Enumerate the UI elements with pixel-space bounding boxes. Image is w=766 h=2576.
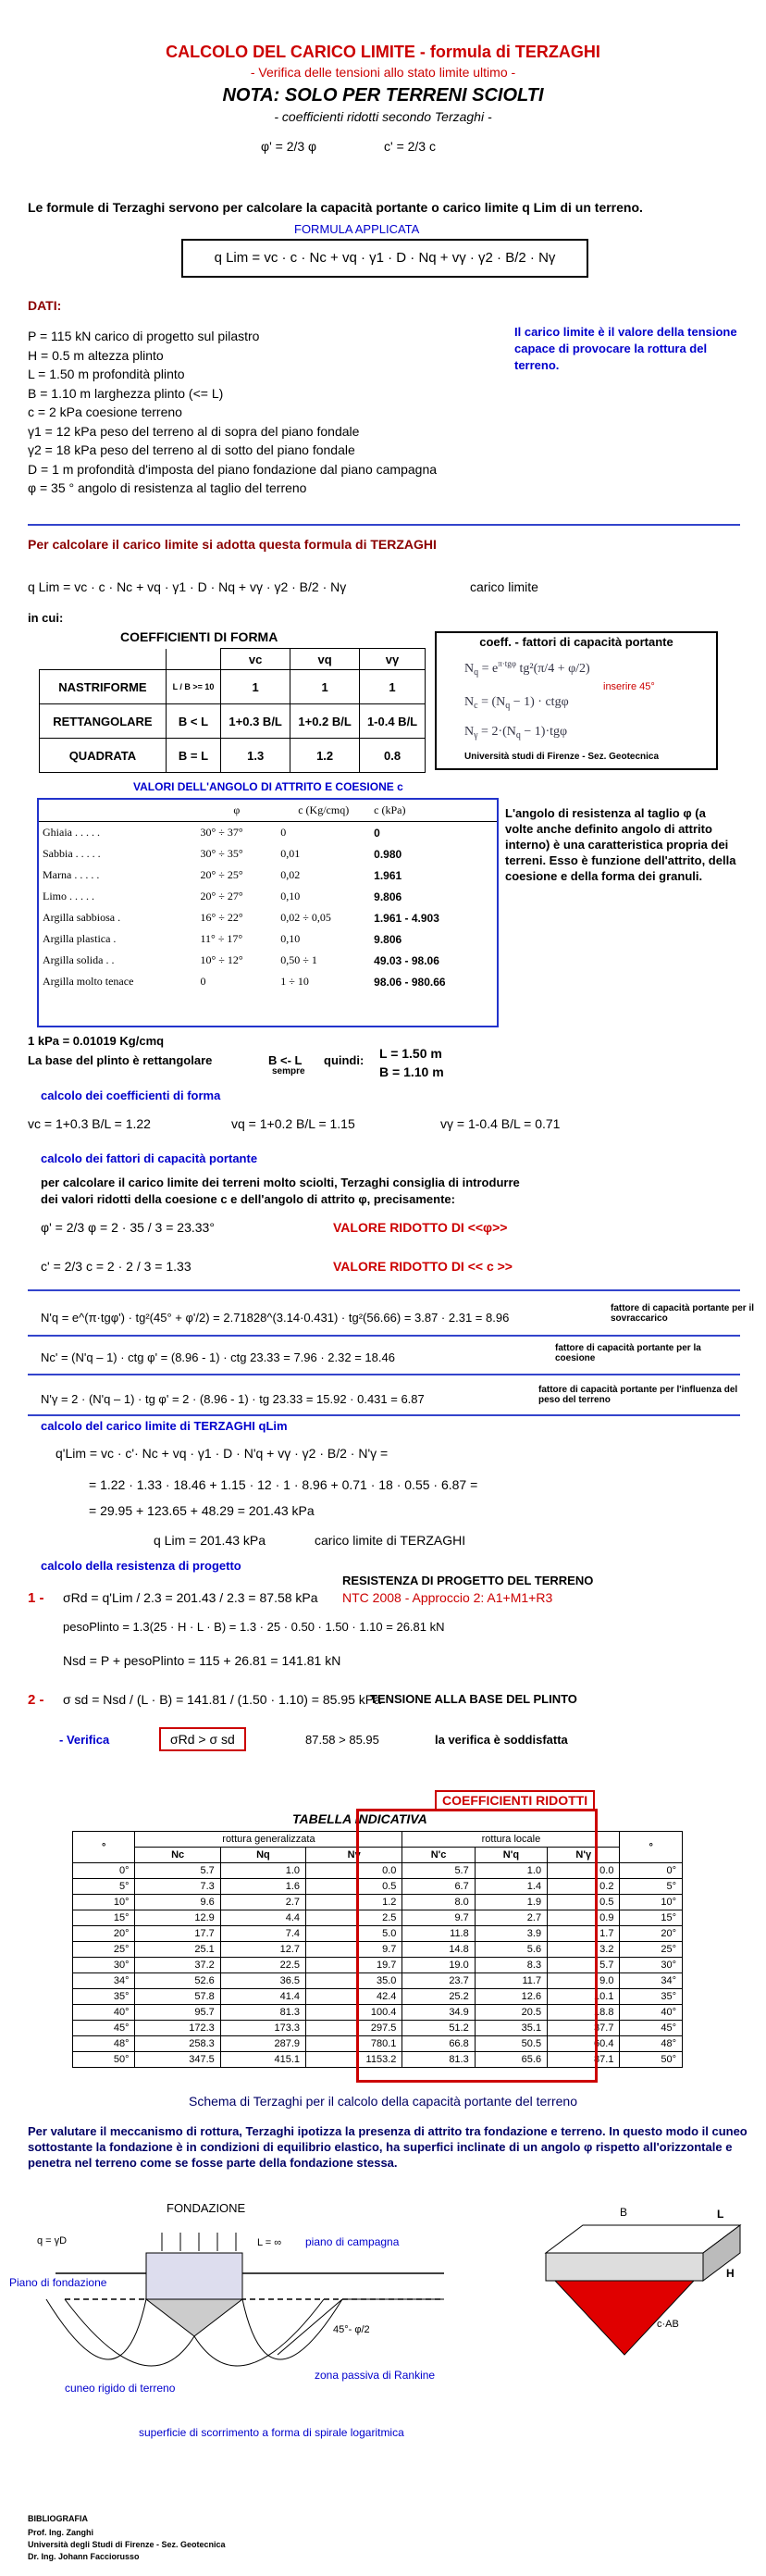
ng-formula: N'γ = 2 · (N'q – 1) · tg φ' = 2 · (8.96 - 1) · tg 23.33 = 15.92 · 0.431 = 6.87: [41, 1392, 425, 1406]
phi-reduced: φ' = 2/3 φ = 2 · 35 / 3 = 23.33°: [41, 1220, 215, 1235]
table-cell: 172.3: [135, 2021, 220, 2036]
soil-table-frame: [37, 798, 499, 1027]
table-cell: 25°: [73, 1942, 135, 1958]
table-cell: 0.8: [360, 739, 426, 773]
label-cuneo: cuneo rigido di terreno: [65, 2382, 176, 2395]
table-cell: 34°: [73, 1973, 135, 1989]
label-fondazione: FONDAZIONE: [167, 2201, 246, 2215]
table-cell: 20.5: [475, 2005, 547, 2021]
table-cell: 15°: [620, 1910, 683, 1926]
table-cell: 81.3: [220, 2005, 305, 2021]
table-row: [40, 704, 426, 739]
verifica-compare: 87.58 > 85.95: [305, 1733, 379, 1747]
table-cell: 12.6: [475, 1989, 547, 2005]
table-row: [73, 2021, 683, 2036]
base-text: La base del plinto è rettangolare: [28, 1053, 213, 1067]
table-cell: 50°: [620, 2052, 683, 2068]
table-header: Nγ: [306, 1848, 402, 1863]
fattori-p1: per calcolare il carico limite dei terreni molto sciolti, Terzaghi consiglia di introdurre: [41, 1176, 520, 1189]
nota-title: NOTA: SOLO PER TERRENI SCIOLTI: [222, 85, 544, 106]
dati-line: P = 115 kN carico di progetto sul pilastro: [28, 329, 260, 343]
in-cui-label: in cui:: [28, 611, 64, 625]
verifica-result: la verifica è soddisfatta: [435, 1733, 568, 1747]
table-cell: 50.5: [475, 2036, 547, 2052]
divider: [28, 1374, 740, 1375]
dati-line: B = 1.10 m larghezza plinto (<= L): [28, 385, 224, 401]
sd-label: TENSIONE ALLA BASE DEL PLINTO: [370, 1692, 577, 1706]
dati-note: Il carico limite è il valore della tensione capace di provocare la rottura del terreno.: [514, 325, 737, 372]
ng-label: fattore di capacità portante per l'influenza del peso del terreno: [538, 1385, 738, 1405]
table-cell: 9.7: [306, 1942, 402, 1958]
vg-formula: vγ = 1-0.4 B/L = 0.71: [440, 1116, 561, 1131]
soil-table: [39, 800, 497, 992]
table-cell: 95.7: [135, 2005, 220, 2021]
c-reduced: c' = 2/3 c = 2 · 2 / 3 = 1.33: [41, 1259, 192, 1274]
table-cell: 50°: [73, 2052, 135, 2068]
table-row: [73, 1926, 683, 1942]
nsd-formula: Nsd = P + pesoPlinto = 115 + 26.81 = 141.81 kN: [63, 1653, 341, 1668]
calc-qlim-title: calcolo del carico limite di TERZAGHI qLim: [41, 1419, 288, 1433]
table-cell: 30°: [73, 1958, 135, 1973]
table-cell: 45°: [73, 2021, 135, 2036]
table-cell: 42.4: [306, 1989, 402, 2005]
table-cell: 9.7: [402, 1910, 475, 1926]
schema-paragraph: Per valutare il meccanismo di rottura, Terzaghi ipotizza la presenza di attrito tra fondazione e terreno. In questo modo il cuneo sottostante la fondazione è in condizioni di equilibrio elastico, ha superfici inclinate di un angolo φ rispetto all'orizzontale e penetra nel terreno come se fosse parte della fondazione stessa.: [28, 2124, 747, 2170]
ind-table: [72, 1831, 683, 2068]
label-rankine: zona passiva di Rankine: [315, 2369, 436, 2382]
table-cell: 11.8: [402, 1926, 475, 1942]
table-cell: 1: [360, 670, 426, 704]
qlim-result-label: carico limite di TERZAGHI: [315, 1533, 466, 1548]
table-cell: 25.1: [135, 1942, 220, 1958]
table-cell: 287.9: [220, 2036, 305, 2052]
coeff-capacita-title: coeff. - fattori di capacità portante: [479, 635, 673, 649]
dati-title: DATI:: [28, 298, 62, 313]
table-cell: 2.7: [220, 1895, 305, 1910]
table-cell: 1.0: [475, 1863, 547, 1879]
table-header: N'γ: [548, 1848, 620, 1863]
divider: [28, 1335, 740, 1337]
table-cell: 5.6: [475, 1942, 547, 1958]
table-cell: 780.1: [306, 2036, 402, 2052]
table-cell: 1+0.2 B/L: [290, 704, 360, 739]
coeff-forma-title: COEFFICIENTI DI FORMA: [120, 629, 278, 644]
table-header: Nc: [135, 1848, 220, 1863]
base-B: B = 1.10 m: [379, 1064, 444, 1079]
calc-fattori-title: calcolo dei fattori di capacità portante: [41, 1151, 258, 1165]
label-q: q = γD: [37, 2235, 68, 2246]
table-cell: 0.0: [306, 1863, 402, 1879]
table-cell: 3.2: [548, 1942, 620, 1958]
qlim-f1: q'Lim = vc · c'· Nc + vq · γ1 · D · N'q + vγ · γ2 · B/2 · N'γ =: [56, 1446, 389, 1461]
table-cell: 10°: [620, 1895, 683, 1910]
biblio-line: Università degli Studi di Firenze - Sez. Geotecnica: [28, 2540, 226, 2549]
label-cab: c·AB: [657, 2319, 679, 2330]
formula-repeat: q Lim = vc · c · Nc + vq · γ1 · D · Nq + vγ · γ2 · B/2 · Nγ: [28, 579, 347, 594]
table-cell: 57.8: [135, 1989, 220, 2005]
table-cell: B < L: [166, 704, 220, 739]
table-cell: [40, 649, 167, 670]
svg-text:L: L: [717, 2208, 724, 2221]
soil-note: L'angolo di resistenza al taglio φ (a volte anche definito angolo di attrito interno) è una caratteristica propria dei terreni. Esso è funzione dell'attrito, della coesione e della forma dei granuli.: [505, 806, 736, 883]
table-cell: B = L: [166, 739, 220, 773]
table-cell: 0.5: [306, 1879, 402, 1895]
table-cell: 35°: [73, 1989, 135, 2005]
table-cell: 12.9: [135, 1910, 220, 1926]
rd-formula: σRd = q'Lim / 2.3 = 201.43 / 2.3 = 87.58 kPa: [63, 1590, 318, 1605]
table-row: [73, 1942, 683, 1958]
table-cell: 173.3: [220, 2021, 305, 2036]
schema-caption: Schema di Terzaghi per il calcolo della capacità portante del terreno: [189, 2094, 577, 2109]
dati-line: H = 0.5 m altezza plinto: [28, 347, 164, 363]
table-cell: 1.0: [220, 1863, 305, 1879]
divider: [28, 524, 740, 526]
table-cell: 14.8: [402, 1942, 475, 1958]
table-cell: NASTRIFORME: [40, 670, 167, 704]
table-header: Nq: [220, 1848, 305, 1863]
table-cell: 87.1: [548, 2052, 620, 2068]
verifica-inequality: σRd > σ sd: [159, 1727, 246, 1751]
table-header: c (Kg/cmq): [298, 803, 350, 816]
table-cell: 1.2: [290, 739, 360, 773]
coeff-forma-table: [39, 648, 426, 773]
table-cell: 0°: [620, 1863, 683, 1879]
table-row: Marna . . . . . 20° ÷ 25° 0,02 1.961: [43, 868, 402, 882]
plinth-sketch: [518, 2197, 759, 2401]
table-cell: 10°: [73, 1895, 135, 1910]
dati-line: γ2 = 18 kPa peso del terreno al di sotto del piano fondale: [28, 442, 355, 457]
table-header: N'q: [475, 1848, 547, 1863]
nc-label: fattore di capacità portante per la coesione: [555, 1343, 701, 1363]
label-spirale: superficie di scorrimento a forma di spirale logaritmica: [139, 2426, 404, 2439]
table-cell: 12.7: [220, 1942, 305, 1958]
table-cell: 2.7: [475, 1910, 547, 1926]
dati-line: c = 2 kPa coesione terreno: [28, 404, 182, 419]
table-cell: 18.8: [548, 2005, 620, 2021]
biblio-list: [28, 2527, 226, 2563]
table-row: Argilla solida . . 10° ÷ 12° 0,50 ÷ 1 49.03 - 98.06: [43, 953, 439, 967]
table-cell: 8.0: [402, 1895, 475, 1910]
table-cell: 415.1: [220, 2052, 305, 2068]
table-cell: 35.1: [475, 2021, 547, 2036]
table-cell: 347.5: [135, 2052, 220, 2068]
table-cell: 20°: [73, 1926, 135, 1942]
table-cell: 1.9: [475, 1895, 547, 1910]
table-row: Limo . . . . . 20° ÷ 27° 0,10 9.806: [43, 890, 402, 903]
c-prime-formula: c' = 2/3 c: [384, 139, 436, 154]
table-cell: 40°: [73, 2005, 135, 2021]
table-cell: 0°: [73, 1863, 135, 1879]
table-cell: 1.3: [221, 739, 290, 773]
table-cell: 51.2: [402, 2021, 475, 2036]
dati-line: γ1 = 12 kPa peso del terreno al di sopra del piano fondale: [28, 423, 360, 439]
inserire-label: inserire 45°: [603, 681, 655, 692]
table-header: [39, 800, 196, 822]
table-cell: 25.2: [402, 1989, 475, 2005]
table-header: °: [620, 1832, 683, 1863]
formula-text: q Lim = vc · c · Nc + vq · γ1 · D · Nq + vγ · γ2 · B/2 · Nγ: [214, 250, 556, 266]
dati-line: φ = 35 ° angolo di resistenza al taglio del terreno: [28, 480, 307, 495]
table-header: vγ: [360, 649, 426, 670]
table-row: Ghiaia . . . . . 30° ÷ 37° 0 0: [43, 826, 380, 840]
phi-reduced-label: VALORE RIDOTTO DI <<φ>>: [333, 1220, 508, 1235]
step-1: 1 -: [28, 1590, 44, 1606]
table-row: [73, 2005, 683, 2021]
table-cell: 10.1: [548, 1989, 620, 2005]
table-cell: 66.8: [402, 2036, 475, 2052]
table-row: [73, 1958, 683, 1973]
table-header: c (kPa): [374, 803, 406, 816]
table-cell: 6.7: [402, 1879, 475, 1895]
table-row: [73, 1973, 683, 1989]
table-cell: 1.2: [306, 1895, 402, 1910]
nq-formula: N'q = e^(π·tgφ') · tg²(45° + φ'/2) = 2.71828^(3.14·0.431) · tg²(56.66) = 3.87 · 2.31 = 8.96: [41, 1311, 510, 1325]
table-cell: 36.5: [220, 1973, 305, 1989]
table-cell: RETTANGOLARE: [40, 704, 167, 739]
table-cell: 65.6: [475, 2052, 547, 2068]
soil-table-title: VALORI DELL'ANGOLO DI ATTRITO E COESIONE c: [133, 780, 403, 793]
table-cell: 19.0: [402, 1958, 475, 1973]
svg-text:Nγ = 2·(Nq − 1)·tgφ: $N_\gamma = 2\cdot(N_q - 1)\cdot tg\varphi$: [464, 725, 568, 740]
conversion-text: 1 kPa = 0.01019 Kg/cmq: [28, 1034, 165, 1048]
intro-text: Le formule di Terzaghi servono per calcolare la capacità portante o carico limite q Lim di un terreno.: [28, 200, 643, 215]
formula-box: [181, 239, 588, 278]
terzaghi-diagram: [9, 2197, 490, 2466]
peso-plinto: pesoPlinto = 1.3(25 · H · L · B) = 1.3 · 25 · 0.50 · 1.50 · 1.10 = 26.81 kN: [63, 1620, 445, 1634]
biblio-line: Dr. Ing. Johann Facciorusso: [28, 2552, 140, 2561]
table-cell: 52.6: [135, 1973, 220, 1989]
label-campagna: piano di campagna: [305, 2235, 400, 2248]
biblio-line: Prof. Ing. Zanghi: [28, 2528, 93, 2537]
page-subtitle: - Verifica delle tensioni allo stato limite ultimo -: [250, 65, 516, 80]
table-cell: 0.9: [548, 1910, 620, 1926]
table-cell: 19.7: [306, 1958, 402, 1973]
table-row: [73, 1879, 683, 1895]
table-cell: 7.4: [220, 1926, 305, 1942]
table-cell: 3.9: [475, 1926, 547, 1942]
divider: [28, 1289, 740, 1291]
table-cell: 297.5: [306, 2021, 402, 2036]
table-cell: 48°: [73, 2036, 135, 2052]
coeff-capacita-source: Università studi di Firenze - Sez. Geotecnica: [464, 752, 660, 762]
c-reduced-label: VALORE RIDOTTO DI << c >>: [333, 1259, 513, 1274]
nota-subtitle: - coefficienti ridotti secondo Terzaghi -: [274, 109, 492, 124]
table-cell: 1-0.4 B/L: [360, 704, 426, 739]
table-cell: 1: [290, 670, 360, 704]
base-L: L = 1.50 m: [379, 1046, 442, 1061]
table-cell: 17.7: [135, 1926, 220, 1942]
table-cell: 2.5: [306, 1910, 402, 1926]
table-cell: 15°: [73, 1910, 135, 1926]
base-sempre: sempre: [272, 1066, 305, 1076]
table-cell: 258.3: [135, 2036, 220, 2052]
table-cell: 9.6: [135, 1895, 220, 1910]
table-row: Argilla plastica . 11° ÷ 17° 0,10 9.806: [43, 932, 402, 946]
step-2: 2 -: [28, 1692, 44, 1708]
table-row: [73, 2036, 683, 2052]
nc-formula: Nc' = (N'q – 1) · ctg φ' = (8.96 - 1) · ctg 23.33 = 7.96 · 2.32 = 18.46: [41, 1350, 395, 1364]
table-row: Sabbia . . . . . 30° ÷ 35° 0,01 0.980: [43, 847, 402, 861]
table-cell: 5°: [73, 1879, 135, 1895]
coeff-ridotti-label: COEFFICIENTI RIDOTTI: [435, 1790, 595, 1811]
table-cell: 1.6: [220, 1879, 305, 1895]
table-header: vc: [221, 649, 290, 670]
table-cell: QUADRATA: [40, 739, 167, 773]
table-header: φ: [233, 803, 241, 816]
page-title: CALCOLO DEL CARICO LIMITE - formula di TERZAGHI: [166, 43, 600, 61]
table-row: Argilla molto tenace 0 1 ÷ 10 98.06 - 980.66: [43, 975, 446, 989]
table-header: °: [73, 1832, 135, 1863]
table-cell: 1: [221, 670, 290, 704]
table-cell: 5.7: [135, 1863, 220, 1879]
table-cell: 5.7: [402, 1863, 475, 1879]
coeff-capacita-box: [435, 631, 718, 770]
table-cell: 8.3: [475, 1958, 547, 1973]
table-cell: 1153.2: [306, 2052, 402, 2068]
table-cell: 34°: [620, 1973, 683, 1989]
vc-formula: vc = 1+0.3 B/L = 1.22: [28, 1116, 151, 1131]
table-cell: 1+0.3 B/L: [221, 704, 290, 739]
table-cell: 11.7: [475, 1973, 547, 1989]
table-header: vq: [290, 649, 360, 670]
table-header: N'c: [402, 1848, 475, 1863]
qlim-result: q Lim = 201.43 kPa: [154, 1533, 266, 1548]
table-cell: [166, 649, 220, 670]
table-row: [73, 1910, 683, 1926]
label-angle: 45°- φ/2: [333, 2324, 370, 2335]
table-cell: 4.4: [220, 1910, 305, 1926]
formula-label: FORMULA APPLICATA: [294, 222, 420, 236]
carico-limite-label: carico limite: [470, 579, 538, 594]
table-cell: 35°: [620, 1989, 683, 2005]
svg-text:B: B: [620, 2206, 628, 2219]
table-cell: 0.2: [548, 1879, 620, 1895]
qlim-f3: = 29.95 + 123.65 + 48.29 = 201.43 kPa: [89, 1503, 315, 1518]
table-cell: 34.9: [402, 2005, 475, 2021]
rd-label: RESISTENZA DI PROGETTO DEL TERRENO: [342, 1574, 594, 1587]
table-group-header: rottura generalizzata: [135, 1832, 402, 1848]
table-cell: 22.5: [220, 1958, 305, 1973]
biblio-title: BIBLIOGRAFIA: [28, 2514, 88, 2523]
nq-label: fattore di capacità portante per il sovraccarico: [611, 1303, 755, 1324]
table-row: [40, 739, 426, 773]
table-cell: 45°: [620, 2021, 683, 2036]
table-cell: 37.7: [548, 2021, 620, 2036]
table-row: [40, 670, 426, 704]
table-row: [73, 1863, 683, 1879]
table-cell: 48°: [620, 2036, 683, 2052]
table-row: [73, 1895, 683, 1910]
label-piano-fond: Piano di fondazione: [9, 2276, 107, 2289]
table-cell: 35.0: [306, 1973, 402, 1989]
fattori-p2: dei valori ridotti della coesione c e dell'angolo di attrito φ, precisamente:: [41, 1192, 455, 1206]
table-cell: 0.0: [548, 1863, 620, 1879]
table-cell: 7.3: [135, 1879, 220, 1895]
table-cell: 9.0: [548, 1973, 620, 1989]
table-cell: 23.7: [402, 1973, 475, 1989]
table-cell: 81.3: [402, 2052, 475, 2068]
table-cell: 5.7: [548, 1958, 620, 1973]
capacity-formulas: [437, 652, 714, 744]
table-cell: 40°: [620, 2005, 683, 2021]
qlim-f2: = 1.22 · 1.33 · 18.46 + 1.15 · 12 · 1 · 8.96 + 0.71 · 18 · 0.55 · 6.87 =: [89, 1477, 478, 1492]
table-cell: L / B >= 10: [166, 670, 220, 704]
svg-text:H: H: [726, 2267, 735, 2280]
ind-table-title: TABELLA INDICATIVA: [292, 1811, 427, 1826]
table-cell: 100.4: [306, 2005, 402, 2021]
table-cell: 25°: [620, 1942, 683, 1958]
table-cell: 1.4: [475, 1879, 547, 1895]
calc-res-title: calcolo della resistenza di progetto: [41, 1559, 241, 1573]
table-cell: 37.2: [135, 1958, 220, 1973]
calc-forma-title: calcolo dei coefficienti di forma: [41, 1089, 221, 1102]
table-row: [73, 2052, 683, 2068]
table-cell: 20°: [620, 1926, 683, 1942]
svg-text:Nq = eπ·tgφ tg²(π/4 + φ/2): $N_q = e^{\pi\cdot tg\varphi}$ tg²(π/4 + φ/2): [464, 659, 590, 678]
table-cell: 5.0: [306, 1926, 402, 1942]
dati-line: L = 1.50 m profondità plinto: [28, 367, 185, 381]
table-row: Argilla sabbiosa . 16° ÷ 22° 0,02 ÷ 0,05 1.961 - 4.903: [43, 911, 439, 925]
label-linf: L = ∞: [257, 2237, 282, 2248]
table-cell: 60.4: [548, 2036, 620, 2052]
divider: [28, 1414, 740, 1416]
table-cell: 41.4: [220, 1989, 305, 2005]
sd-formula: σ sd = Nsd / (L · B) = 141.81 / (1.50 · 1.10) = 85.95 kPa: [63, 1692, 381, 1707]
dati-list: [28, 327, 437, 498]
base-condition: B <- L: [268, 1053, 303, 1067]
svg-text:Nc = (Nq − 1) · ctgφ: $N_c = (N_q - 1) \cdot ctg\varphi$: [464, 695, 569, 711]
vq-formula: vq = 1+0.2 B/L = 1.15: [231, 1116, 355, 1131]
verifica-label: - Verifica: [59, 1733, 110, 1747]
table-cell: 0.5: [548, 1895, 620, 1910]
table-cell: 30°: [620, 1958, 683, 1973]
table-cell: 1.7: [548, 1926, 620, 1942]
dati-line: D = 1 m profondità d'imposta del piano fondazione dal piano campagna: [28, 461, 438, 477]
table-cell: 5°: [620, 1879, 683, 1895]
table-group-header: rottura locale: [402, 1832, 620, 1848]
phi-prime-formula: φ' = 2/3 φ: [261, 139, 317, 154]
ntc-label: NTC 2008 - Approccio 2: A1+M1+R3: [342, 1590, 553, 1605]
base-quindi: quindi:: [324, 1053, 364, 1067]
table-row: [73, 1989, 683, 2005]
per-calcolare-text: Per calcolare il carico limite si adotta questa formula di TERZAGHI: [28, 537, 437, 552]
